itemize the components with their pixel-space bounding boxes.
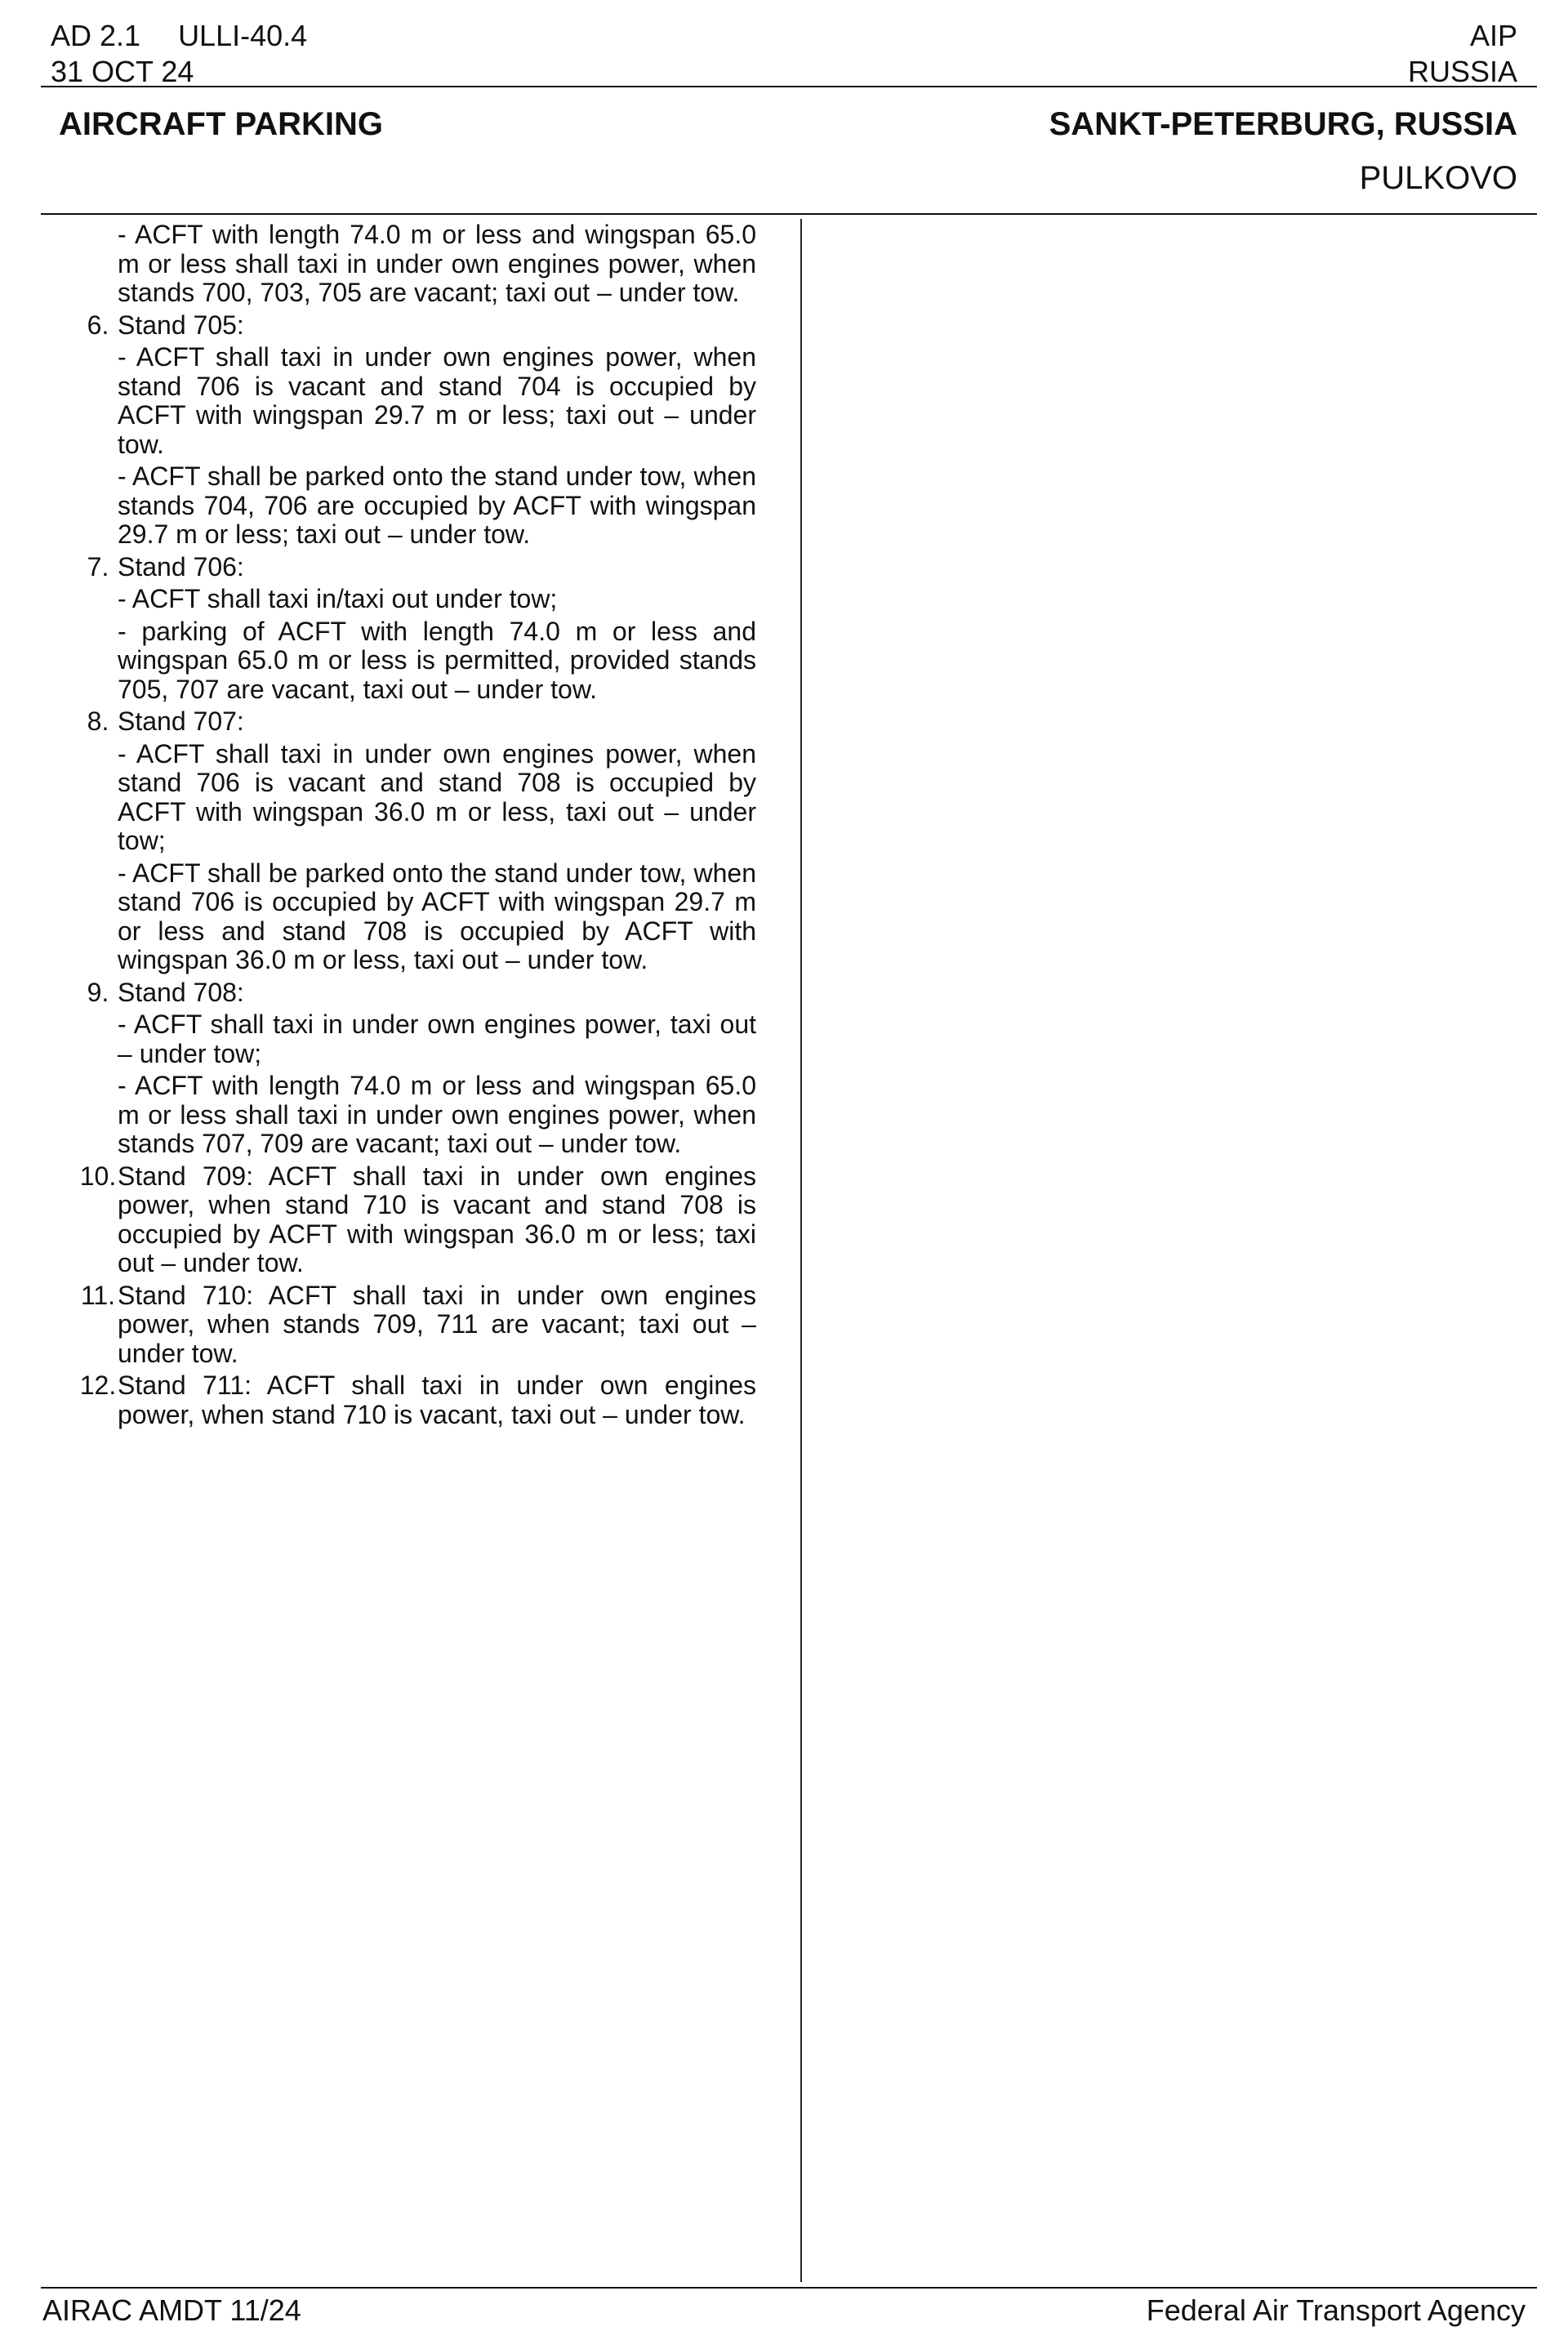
paragraph: - ACFT shall be parked onto the stand under tow, when stands 704, 706 are occupied by ACFT with wingspan 29.7 m or less; taxi out – under tow. (118, 461, 756, 549)
amendment-label: AIRAC AMDT 11/24 (42, 2293, 301, 2327)
item-text: Stand 709: ACFT shall taxi in under own engines power, when stand 710 is vacant and stand 708 is occupied by ACFT with wingspan 36.0 m or less; taxi out – under tow. (118, 1161, 756, 1277)
document-body (51, 221, 756, 1433)
location-title: SANKT-PETERBURG, RUSSIA (1049, 106, 1517, 142)
item-title: Stand 705: (118, 310, 244, 340)
item-text: Stand 710: ACFT shall taxi in under own engines power, when stands 709, 711 are vacant; taxi out – under tow. (118, 1280, 756, 1368)
list-item (51, 553, 756, 708)
item-title: Stand 706: (118, 551, 244, 582)
title-rule (41, 213, 1537, 215)
item-number: 10. (79, 1161, 117, 1191)
item-number: 8. (87, 706, 109, 736)
list-item (51, 707, 756, 978)
paragraph: - ACFT shall taxi in/taxi out under tow; (118, 584, 558, 613)
list-item (51, 1371, 756, 1433)
list-item (51, 978, 756, 1162)
agency-name: Federal Air Transport Agency (1146, 2293, 1526, 2327)
list-item (51, 311, 756, 553)
paragraph: - ACFT shall be parked onto the stand under tow, when stand 706 is occupied by ACFT with wingspan 29.7 m or less and stand 708 is occupied by ACFT with wingspan 36.0 m or less, taxi out – under tow. (118, 858, 756, 974)
paragraph: - ACFT shall taxi in under own engines power, taxi out – under tow; (118, 1010, 756, 1068)
paragraph: - ACFT shall taxi in under own engines power, when stand 706 is vacant and stand 708 is occupied by ACFT with wingspan 36.0 m or less, taxi out – under tow; (118, 738, 756, 855)
item-number: 7. (87, 551, 109, 582)
item-text: Stand 711: ACFT shall taxi in under own engines power, when stand 710 is vacant, taxi out – under tow. (118, 1371, 756, 1429)
section-code: AD 2.1 (51, 19, 141, 52)
header-rule (41, 86, 1537, 87)
paragraph: - ACFT shall taxi in under own engines power, when stand 706 is vacant and stand 704 is occupied by ACFT with wingspan 29.7 m or less; taxi out – under tow. (118, 342, 756, 459)
effective-date: 31 OCT 24 (51, 55, 194, 88)
header-left (51, 18, 307, 90)
publication-name: AIP (1469, 19, 1517, 52)
paragraph: - ACFT with length 74.0 m or less and wingspan 65.0 m or less shall taxi in under own engines power, when stands 707, 709 are vacant; taxi out – under tow. (118, 1071, 756, 1158)
list-item (51, 221, 756, 311)
item-title: Stand 707: (118, 706, 244, 736)
item-number: 9. (87, 977, 109, 1007)
paragraph: - parking of ACFT with length 74.0 m or less and wingspan 65.0 m or less is permitted, provided stands 705, 707 are vacant, taxi out – under tow. (118, 616, 756, 704)
item-number: 6. (87, 310, 109, 340)
item-number: 12. (79, 1371, 117, 1400)
country-name: RUSSIA (1407, 55, 1517, 88)
paragraph: - ACFT with length 74.0 m or less and wingspan 65.0 m or less shall taxi in under own engines power, when stands 700, 703, 705 are vacant; taxi out – under tow. (118, 220, 756, 307)
list-item (51, 1162, 756, 1281)
footer-rule (41, 2287, 1537, 2289)
header-right (1408, 18, 1517, 90)
page-title: AIRCRAFT PARKING (59, 106, 384, 142)
item-title: Stand 708: (118, 977, 244, 1007)
item-number: 11. (80, 1280, 116, 1310)
header-ref-line (51, 18, 307, 54)
aerodrome-name: PULKOVO (1359, 160, 1517, 196)
list-item (51, 1281, 756, 1372)
document-reference: ULLI-40.4 (178, 19, 308, 52)
column-divider (800, 219, 802, 2282)
